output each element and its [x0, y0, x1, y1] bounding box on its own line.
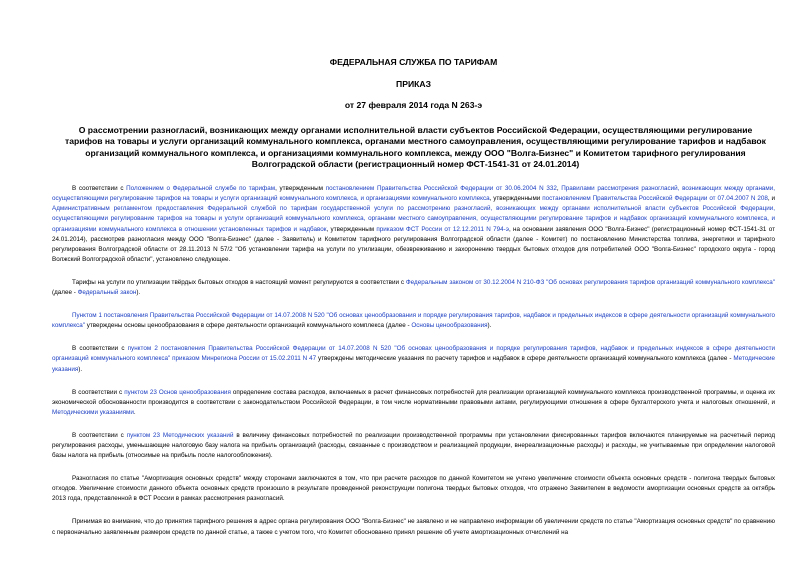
- link-order-794[interactable]: приказом ФСТ России от 12.12.2011 N 794-э: [376, 225, 509, 233]
- agency-title: ФЕДЕРАЛЬНАЯ СЛУЖБА ПО ТАРИФАМ: [329, 57, 498, 67]
- text-run: ).: [487, 322, 492, 330]
- link-fst-regulation[interactable]: Положением о Федеральной службе по тарифам: [126, 185, 276, 193]
- link-resolution-208[interactable]: постановлением Правительства Российской Федерации от 07.04.2007 N 208: [542, 195, 768, 203]
- text-run: (далее -: [52, 289, 78, 297]
- paragraph-4: [52, 344, 775, 374]
- text-run: В соответствии с: [72, 185, 127, 193]
- text-run: определение состава расходов, включаемых в расчет финансовых потребностей для реализации организацией коммунального комплекса производственной программы, и оценка их экономической обоснованности производится в соответствии с законодательством Российской Федерации, в том числе нормативными правовыми актами, регулирующими отношения в сфере бухгалтерского учета и налоговых отношений, и: [52, 388, 775, 406]
- text-run: Тарифы на услуги по утилизации твёрдых бытовых отходов в настоящий момент регулируются в соответствии с: [72, 278, 406, 286]
- link-pricing-basics[interactable]: Основы ценообразования: [411, 322, 488, 330]
- link-admin-regulation[interactable]: Административным регламентом предоставления Федеральной службой по тарифам государственной услуги по рассмотрению разногласий, возникающих между органами исполнительной власти субъектов Российской Федерации, осуществляющими регулирование тарифов на товары и услуги организаций коммунального комплекса, органами местного самоуправления, осуществляющими регулирование тарифов и надбавок организаций коммунального комплекса, и организациями коммунального комплекса в отношении установленных тарифов и надбавок: [52, 205, 775, 233]
- document-date-number: от 27 февраля 2014 года N 263-э: [344, 100, 483, 110]
- text-run: утверждены методические указания по расчету тарифов и надбавок в сфере деятельности организаций коммунального комплекса (далее -: [316, 355, 734, 363]
- link-item-23-pricing[interactable]: пунктом 23 Основ ценообразования: [124, 388, 231, 396]
- text-run: , утвержденными: [489, 195, 543, 203]
- link-federal-law[interactable]: Федеральный закон: [77, 289, 137, 297]
- link-dispute-rules[interactable]: Правилами рассмотрения разногласий, возникающих между органами, осуществляющими регулирование тарифов на товары и услуги организаций коммунального комплекса, и организациями коммунального комплекса: [52, 185, 776, 203]
- text-run: ,: [556, 185, 562, 193]
- link-resolution-332[interactable]: постановлением Правительства Российской Федерации от 30.06.2004 N 332: [325, 185, 557, 193]
- text-run: В соответствии с: [72, 345, 128, 353]
- text-run: , утвержденным: [275, 185, 326, 193]
- paragraph-6: [52, 431, 775, 461]
- text-run: , и: [767, 195, 775, 203]
- paragraph-8: Принимая во внимание, что до принятия тарифного решения в адрес органа регулирования ООО "Волга-Бизнес" не заявлено и не направлено информации об увеличении средств по статье "Амортизация основных средств" по сравнению с первоначально заявленным размером средств по данной статье, а также с учетом того, что Комитет обоснованно принял решение об учете амортизационных отчислений на: [52, 518, 775, 536]
- document-body: [52, 184, 775, 537]
- link-order-47[interactable]: приказом Минрегиона России от 15.02.2011 N 47: [172, 355, 317, 363]
- text-run: , на основании заявления ООО "Волга-Бизнес" (регистрационный номер ФСТ-1541-31 от 24.01.2014), рассмотрев разногласия между ООО "Волга-Бизнес" (далее - Заявитель) и Комитетом тарифного регулирования Волгоградской области (далее - Комитет) по постановлению Министерства топлива, энергетики и тарифного регулирования Волгоградской области от 28.11.2013 N 57/2 "Об установлении тарифа на услуги по утилизации, обезвреживанию и захоронению твердых бытовых отходов для потребителей ООО "Волга-Бизнес" городского округа - город Волжский Волгоградской области", установлено следующее.: [52, 225, 775, 263]
- link-resolution-520-item1[interactable]: Пунктом 1 постановления Правительства Российской Федерации от 14.07.2008 N 520 "Об основах ценообразования и порядке регулирования тарифов, надбавок и предельных индексов в сфере деятельности организаций коммунального комплекса": [52, 312, 775, 330]
- link-federal-law-210[interactable]: Федеральным законом от 30.12.2004 N 210-ФЗ "Об основах регулирования тарифов организаций коммунального комплекса": [405, 278, 775, 286]
- text-run: В соответствии с: [72, 431, 127, 439]
- text-run: ).: [78, 365, 83, 373]
- link-methodical-guidelines-2[interactable]: Методическими указаниями: [52, 408, 134, 416]
- link-item-23-guidelines[interactable]: пунктом 23 Методических указаний: [126, 431, 234, 439]
- paragraph-3: [52, 311, 775, 331]
- text-run: В соответствии с: [72, 388, 125, 396]
- link-methodical-guidelines[interactable]: Методические указания: [52, 355, 775, 373]
- document-type: ПРИКАЗ: [396, 79, 431, 89]
- text-run: , утвержденным: [326, 225, 377, 233]
- document-subject: О рассмотрении разногласий, возникающих между органами исполнительной власти субъектов Российской Федерации, осуществляющими регулирование тарифов на товары и услуги организаций коммунального комплекса, органами местного самоуправления, осуществляющими регулирование тарифов и надбавок организаций коммунального комплекса, и организациями коммунального комплекса, между ООО "Волга-Бизнес" и Комитетом тарифного регулирования Волгоградской области (регистрационный номер ФСТ-1541-31 от 24.01.2014): [65, 125, 766, 169]
- text-run: утверждены основы ценообразования в сфере деятельности организаций коммунального комплекса (далее -: [84, 322, 412, 330]
- text-run: в величину финансовых потребностей по реализации производственной программы при установлении фиксированных тарифов включаются планируемые на расчетный период регулирования расходы, уменьшающие налоговую базу налога на прибыль организаций (расходы, связанные с производством и реализацией продукции, внереализационные расходы) и расходы, не учитываемые при определении налоговой базы налога на прибыль (относимые на прибыль после налогообложения).: [52, 431, 776, 460]
- text-run: .: [133, 408, 136, 416]
- text-run: ).: [136, 289, 141, 297]
- paragraph-2: [52, 278, 775, 298]
- paragraph-5: [52, 388, 775, 418]
- link-resolution-520-item2[interactable]: пунктом 2 постановления Правительства Российской Федерации от 14.07.2008 N 520 "Об основах ценообразования и порядке регулирования тарифов, надбавок и предельных индексов в сфере деятельности организаций коммунального комплекса": [52, 345, 775, 363]
- paragraph-1: [52, 184, 775, 265]
- paragraph-7: Разногласия по статье "Амортизация основных средств" между сторонами заключаются в том, что при расчете расходов по данной Комитетом не учтено увеличение стоимости объекта основных средств - полигона твердых бытовых отходов. Увеличение стоимости данного объекта основных средств произошло в результате проведенной реконструкции полигона твердых бытовых отходов, что отражено Заявителем в ведомости амортизации основных средств за октябрь 2013 года, представленной в ФСТ России в рамках рассмотрения разногласий.: [52, 475, 775, 503]
